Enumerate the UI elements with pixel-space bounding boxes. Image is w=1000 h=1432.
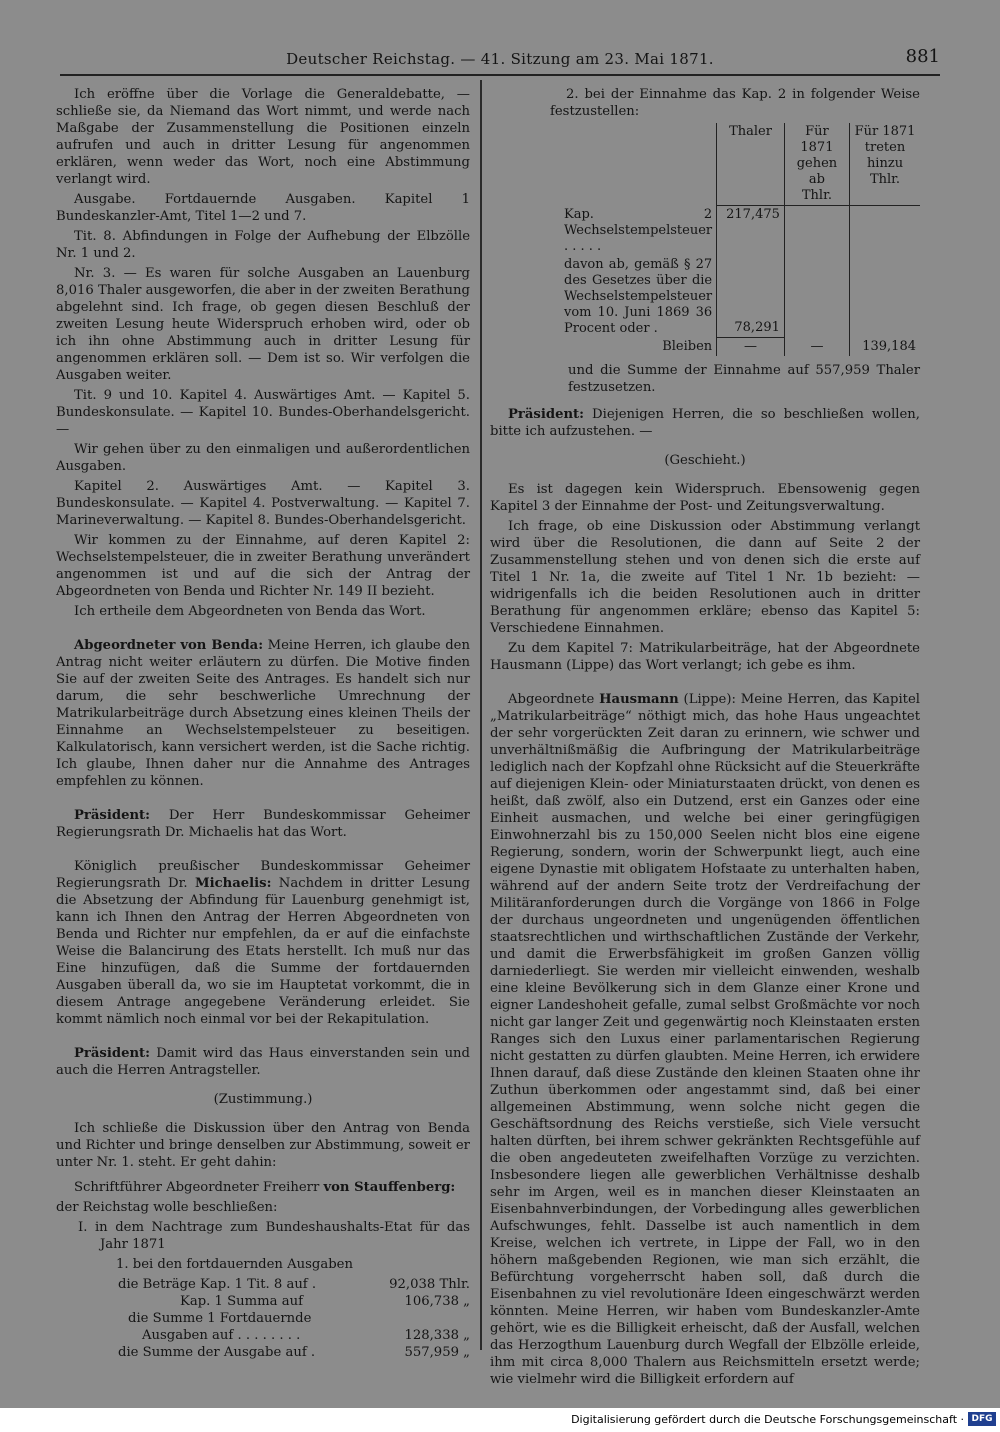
- resolution-item: I. in dem Nachtrage zum Bundeshaushalts-Etat für das Jahr 1871: [78, 1220, 470, 1252]
- table-cell: 78,291: [717, 256, 785, 338]
- table-cell: Kap. 2 Wechselstempelsteuer . . . . .: [564, 206, 713, 254]
- paragraph: Ich ertheile dem Abgeordneten von Benda das Wort.: [74, 604, 426, 619]
- col-header: Für 1871 gehen ab Thlr.: [784, 123, 849, 206]
- stage-direction: (Zustimmung.): [213, 1092, 313, 1107]
- speaker-name: Abgeordneter von Benda:: [74, 638, 264, 653]
- speaker-name: Präsident:: [508, 407, 585, 422]
- paragraph: Es ist dagegen kein Widerspruch. Ebensowenig gegen Kapitel 3 der Einnahme der Post- und Zeitungsverwaltung.: [490, 482, 920, 514]
- paragraph: und die Summe der Einnahme auf 557,959 Thaler festzusetzen.: [568, 363, 920, 395]
- amount-row: Kap. 1 Summa auf 106,738 „: [180, 1294, 470, 1309]
- stage-direction: (Geschieht.): [664, 453, 746, 468]
- speech-benda: Abgeordneter von Benda: Meine Herren, ich glaube den Antrag nicht weiter erläutern zu dürfen. Die Motive finden Sie auf der zweiten Seite des Antrages. Es handelt sich nur darum, die sehr beschwerliche Umrechnung der Matrikularbeiträge durch Absetzung eines kleinen Theils der Einnahme an Wechselstempelsteuer zu beseitigen. Kalkulatorisch, kann versichert werden, ist die Sache richtig. Ich glaube, Ihnen daher nur die Annahme des Antrages empfehlen zu können.: [56, 638, 470, 789]
- table-cell: 139,184: [850, 338, 921, 357]
- dfg-logo: DFG: [968, 1412, 996, 1426]
- page-header: [60, 44, 940, 76]
- amounts-list: [56, 1276, 470, 1361]
- paragraph: Ausgabe. Fortdauernde Ausgaben. Kapitel 1 Bundeskanzler-Amt, Titel 1—2 und 7.: [56, 192, 470, 224]
- table-cell: —: [717, 338, 785, 357]
- page-number: 881: [905, 46, 940, 67]
- table-cell: Bleiben: [662, 338, 713, 354]
- resolution-item: 2. bei der Einnahme das Kap. 2 in folgender Weise festzustellen:: [550, 87, 920, 119]
- paragraph: Zu dem Kapitel 7: Matrikularbeiträge, hat der Abgeordnete Hausmann (Lippe) das Wort verlangt; ich gebe es ihm.: [490, 641, 920, 673]
- amount-row: die Beträge Kap. 1 Tit. 8 auf . 92,038 Thlr.: [118, 1277, 470, 1292]
- speech-praesident: Präsident: Der Herr Bundeskommissar Geheimer Regierungsrath Dr. Michaelis hat das Wort.: [56, 808, 470, 840]
- right-column: [490, 86, 920, 1391]
- paragraph: Tit. 9 und 10. Kapitel 4. Auswärtiges Amt. — Kapitel 5. Bundeskonsulate. — Kapitel 10. Bundes-Oberhandelsgericht. —: [56, 388, 470, 437]
- speech-michaelis: Königlich preußischer Bundeskommissar Geheimer Regierungsrath Dr. Michaelis: Nachdem in dritter Lesung die Absetzung der Abfindung für Lauenburg genehmigt ist, kann ich Ihnen den Antrag der Herren Abgeordneten von Benda und Richter nur empfehlen, da er auf die einfachste Weise die Balancirung des Etats herstellt. Ich muß nur das Eine hinzufügen, daß die Summe der fortdauernden Ausgaben überall da, wo sie im Hauptetat vorkommt, die in diesem Antrage angegebene Veränderung erleidet. Sie kommt nämlich noch einmal vor bei der Rekapitulation.: [56, 859, 470, 1027]
- speaker-name: Michaelis:: [194, 876, 272, 891]
- speech-praesident: Präsident: Damit wird das Haus einverstanden sein und auch die Herren Antragsteller.: [56, 1046, 470, 1078]
- column-divider: [480, 80, 482, 1350]
- paragraph: Wir kommen zu der Einnahme, auf deren Kapitel 2: Wechselstempelsteuer, die in zweiter Berathung unverändert angenommen ist und auf die sich der Antrag der Abgeordneten von Benda und Richter Nr. 149 II bezieht.: [56, 533, 470, 599]
- speech-stauffenberg: Schriftführer Abgeordneter Freiherr von Stauffenberg:: [74, 1180, 456, 1195]
- running-title: Deutscher Reichstag. — 41. Sitzung am 23. Mai 1871.: [286, 50, 714, 68]
- paragraph: Tit. 8. Abfindungen in Folge der Aufhebung der Elbzölle Nr. 1 und 2.: [56, 229, 470, 261]
- speech-hausmann: Abgeordnete Hausmann (Lippe): Meine Herren, das Kapitel „Matrikularbeiträge“ nöthigt mich, das hohe Haus ungeachtet der sehr vorgerückten Zeit daran zu erinnern, wie schwer und unverhältnißmäßig die Aufbringung der Matrikularbeiträge lediglich nach der Kopfzahl ohne Rücksicht auf die Steuerkräfte auf diejenigen Klein- oder Miniaturstaaten drückt, von denen es heißt, daß zwölf, also ein Dutzend, erst ein Ganzes oder eine Einheit ausmachen, und welche bei einer geringfügigen Einwohnerzahl bis zu 150,000 Seelen nicht blos eine eigene Regierung, sondern, worin der Schwerpunkt liegt, auch eine eigene Dynastie mit obligatem Hofstaate zu unterhalten haben, während auf der andern Seite trotz der Verdreifachung der Militäranforderungen durch die Vorgänge von 1866 in Folge der durchaus ungeordneten und ungenügenden öffentlichen staatsrechtlichen und wirthschaftlichen Zustände der Verkehr, und damit die Erwerbsfähigkeit im großen Ganzen völlig darniederliegt. Sie werden mir vielleicht einwenden, weshalb eine kleine Bevölkerung sich in dem Glanze einer Krone und eigner Landeshoheit gefalle, zumal selbst Großmächte vor noch nicht gar langer Zeit und gegenwärtig noch Kleinstaaten ersten Ranges sich den Luxus einer parlamentarischen Regierung nicht gestatten zu dürfen glaubten. Meine Herren, ich erwidere Ihnen darauf, daß diese Zustände den kleinen Staaten ohne ihr Zuthun überkommen oder angestammt sind, daß bei einer allgemeinen Abstimmung, wenn solche nicht gegen die Geschäftsordnung des Reichs verstieße, sich Viele versucht halten dürften, bei ihrem schwer gekränkten Rechtsgefühle auf die oben angedeuteten zweifelhaften Vorzüge zu verzichten. Insbesondere liegen alle gewerblichen Verhältnisse deshalb sehr im Argen, weil es in manchen dieser Kleinstaaten an Eisenbahnverbindungen, der Vorbedingung alles gewerblichen Aufschwunges, fehlt. Dasselbe ist auch namentlich in dem Kreise, welchen ich vertrete, in Lippe der Fall, wo in den höhern maßgebenden Regionen, wie man sich erzählt, die Befürchtung vorgeherrscht haben soll, daß durch die Eisenbahnen zu viel revolutionäre Ideen eingeschwärzt werden könnten. Meine Herren, wir haben vom Bundeskanzler-Amte gehört, wie es die Billigkeit erheischt, daß der Ausfall, welchen das Herzogthum Lauenburg durch Wegfall der Elbzölle erleide, ihm mit circa 8,000 Thalern aus Reichsmitteln ersetzt werde; wie vielmehr wird die Billigkeit erfordern auf: [490, 692, 920, 1387]
- table-cell: 217,475: [717, 206, 785, 256]
- speaker-name: von Stauffenberg:: [323, 1180, 456, 1195]
- amount-row: Ausgaben auf . . . . . . . . 128,338 „: [142, 1328, 470, 1343]
- col-header: Thaler: [717, 123, 785, 206]
- speaker-name: Präsident:: [74, 1046, 151, 1061]
- amount-row: die Summe 1 Fortdauernde: [128, 1311, 312, 1326]
- paragraph: Kapitel 2. Auswärtiges Amt. — Kapitel 3. Bundeskonsulate. — Kapitel 4. Postverwaltung. — Kapitel 7. Marineverwaltung. — Kapitel 8. Bundes-Oberhandelsgericht.: [56, 479, 470, 528]
- paragraph: der Reichstag wolle beschließen:: [56, 1200, 278, 1215]
- paragraph: Wir gehen über zu den einmaligen und außerordentlichen Ausgaben.: [56, 442, 470, 474]
- resolution-subitem: 1. bei den fortdauernden Ausgaben: [116, 1257, 353, 1272]
- paragraph: Nr. 3. — Es waren für solche Ausgaben an Lauenburg 8,016 Thaler ausgeworfen, die aber in der zweiten Berathung abgelehnt sind. Ich frage, ob gegen diesen Beschluß der zweiten Lesung heute Widerspruch erhoben wird, oder ob ich ihn ohne Abstimmung auch in dritter Lesung für angenommen erklären soll. — Dem ist so. Wir verfolgen die Ausgaben weiter.: [56, 266, 470, 383]
- revenue-table: [560, 123, 920, 356]
- paragraph: Ich eröffne über die Vorlage die Generaldebatte, — schließe sie, da Niemand das Wort nimmt, und werde nach Maßgabe der Zusammenstellung die Positionen einzeln aufrufen und auch in dritter Lesung für angenommen erklären, wenn weder das Wort, noch eine Abstimmung verlangt wird.: [56, 87, 470, 187]
- speaker-name: Präsident:: [74, 808, 151, 823]
- paragraph: Ich schließe die Diskussion über den Antrag von Benda und Richter und bringe denselben zur Abstimmung, soweit er unter Nr. 1. steht. Er geht dahin:: [56, 1121, 470, 1170]
- amount-row: die Summe der Ausgabe auf . 557,959 „: [118, 1345, 470, 1360]
- speech-praesident: Präsident: Diejenigen Herren, die so beschließen wollen, bitte ich aufzustehen. —: [490, 407, 920, 439]
- digitization-footer: [0, 1408, 1000, 1432]
- paragraph: Ich frage, ob eine Diskussion oder Abstimmung verlangt wird über die Resolutionen, die dann auf Seite 2 der Zusammenstellung stehen und von denen sich die erste auf Titel 1 Nr. 1a, die zweite auf Titel 1 Nr. 1b bezieht: — widrigenfalls ich die beiden Resolutionen auch in dritter Berathung für angenommen erkläre; ebenso das Kapitel 5: Verschiedene Einnahmen.: [490, 519, 920, 636]
- footer-credit: Digitalisierung gefördert durch die Deutsche Forschungsgemeinschaft ·: [571, 1413, 964, 1426]
- speaker-name: Hausmann: [599, 692, 679, 707]
- col-header: Für 1871 treten hinzu Thlr.: [850, 123, 921, 206]
- table-cell: —: [784, 338, 849, 357]
- table-cell: davon ab, gemäß § 27 des Gesetzes über die Wechselstempelsteuer vom 10. Juni 1869 36 Procent oder .: [564, 256, 713, 336]
- left-column: [56, 86, 470, 1361]
